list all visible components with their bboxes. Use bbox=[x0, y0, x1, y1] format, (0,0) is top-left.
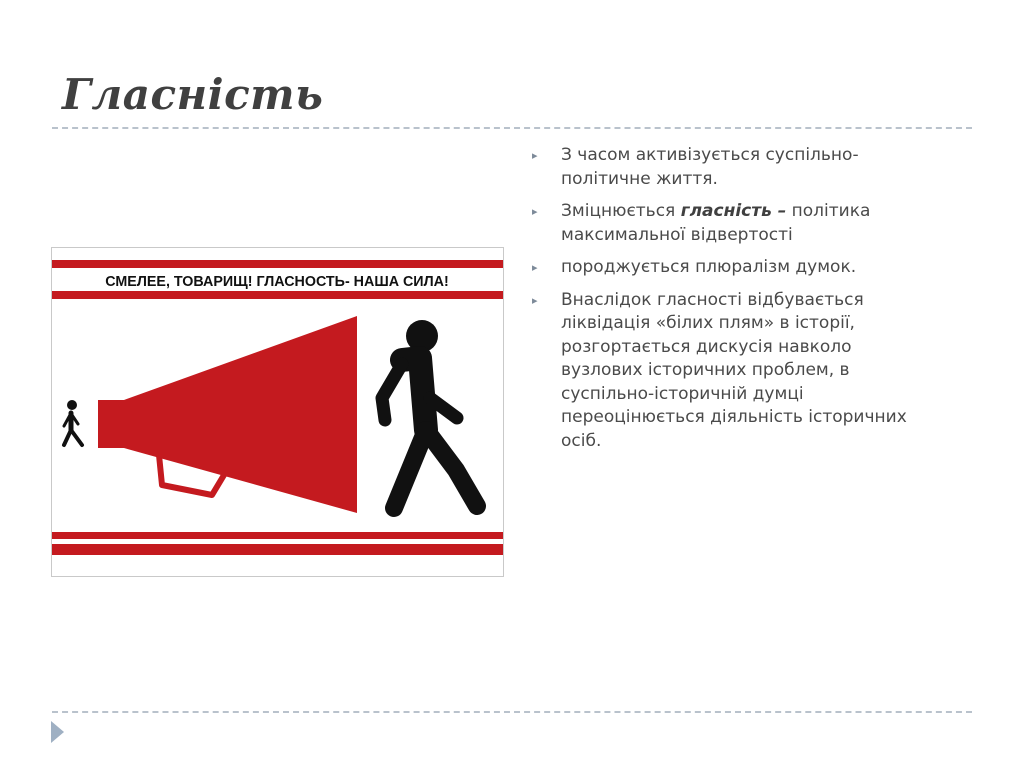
bullet-text-prefix: Зміцнюється bbox=[561, 201, 681, 221]
bullet-marker-icon: ▸ bbox=[532, 149, 538, 162]
bullet-item bbox=[532, 144, 932, 191]
title-divider bbox=[52, 127, 972, 129]
bullet-marker-icon: ▸ bbox=[532, 293, 538, 307]
small-walking-man-icon bbox=[64, 400, 82, 445]
bullet-text: З часом активізується суспільно-політичне життя. bbox=[561, 145, 859, 189]
poster-top-stripe bbox=[52, 260, 503, 268]
bullet-marker-icon: ▸ bbox=[532, 261, 538, 274]
glasnost-poster bbox=[51, 247, 504, 577]
footer-divider bbox=[52, 711, 972, 713]
bullet-item bbox=[532, 289, 932, 454]
large-walking-man-icon bbox=[382, 320, 477, 508]
poster-slogan: СМЕЛЕЕ, ТОВАРИЩ! ГЛАСНОСТЬ- НАША СИЛА! bbox=[105, 274, 449, 290]
bullet-marker-icon: ▸ bbox=[532, 205, 538, 218]
megaphone-icon bbox=[98, 316, 357, 513]
poster-illustration bbox=[52, 248, 503, 576]
bullet-text: Внаслідок гласності відбувається ліквідація «білих плям» в історії, розгортається дискусія навколо вузлових історичних проблем, в суспільно-історичній думці переоцінюється діяльність історичних осіб. bbox=[561, 289, 907, 451]
bullet-list bbox=[532, 144, 932, 462]
bullet-text: породжується плюралізм думок. bbox=[561, 257, 857, 277]
poster-bottom-stripe-2 bbox=[52, 544, 503, 555]
poster-bottom-stripe-1 bbox=[52, 532, 503, 539]
poster-slogan-stripe bbox=[52, 291, 503, 299]
bullet-item bbox=[532, 200, 932, 247]
bullet-emphasis: гласність – bbox=[680, 201, 787, 221]
bullet-item bbox=[532, 256, 932, 280]
bullet-text-suffix: політика максимальної відвертості bbox=[561, 201, 871, 245]
slide-title: Гласність bbox=[62, 70, 324, 119]
next-slide-arrow-icon[interactable] bbox=[51, 721, 64, 743]
